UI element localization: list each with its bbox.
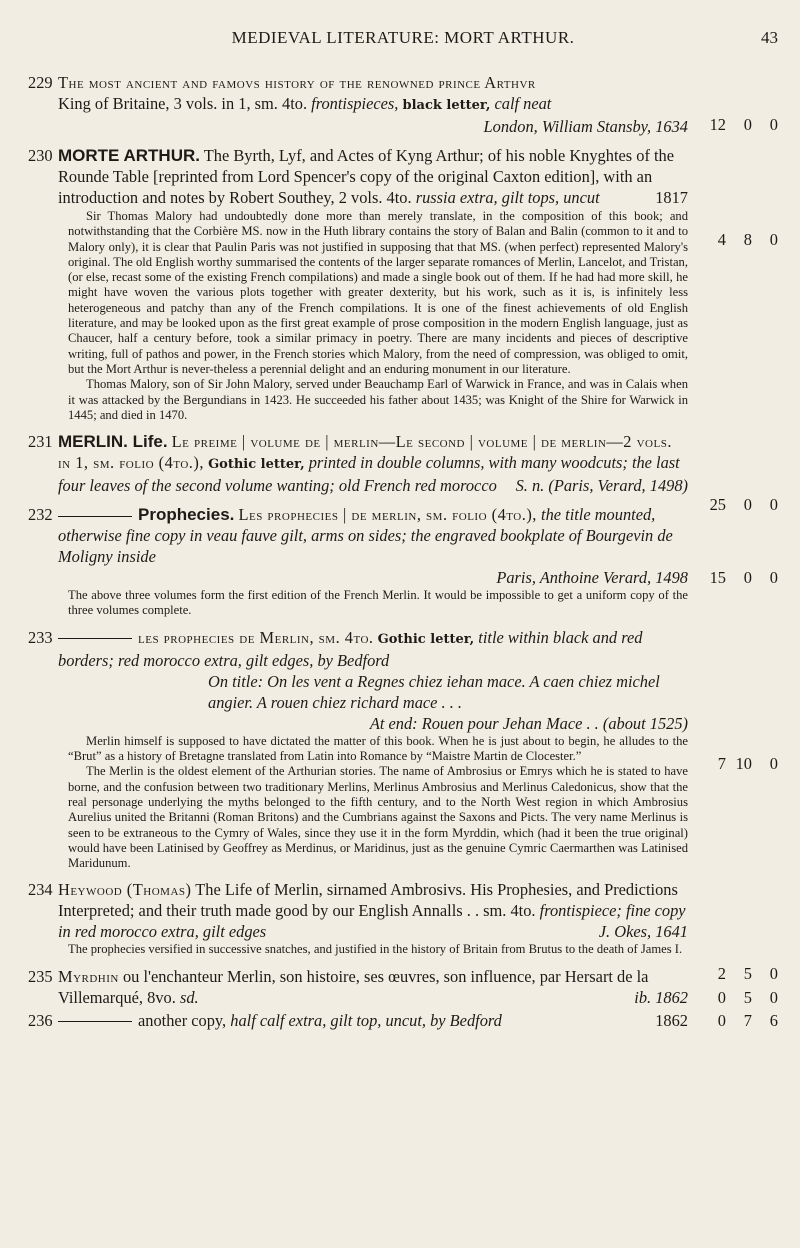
entry-number: 231: [28, 432, 53, 452]
entry-note: The prophecies versified in successive snatches, and justified in the history of Britain from Brutus to the death of James I.: [68, 942, 683, 957]
entry-text: Heywood (Thomas) The Life of Merlin, sirnamed Ambrosivs. His Prophesies, and Predictions Interpreted; and their truth made good by our English Annalls . . sm. 4to. frontispiece; fine copy in red morocco extra, gilt edges J. Okes, 1641: [58, 880, 688, 942]
entry-number: 229: [28, 73, 53, 92]
entry-text: Myrdhin ou l'enchanteur Merlin, son histoire, ses œuvres, son influence, par Hersart de la Villemarqué, 8vo. sd. ib. 1862: [58, 966, 688, 1007]
catalogue-body: [28, 72, 780, 1039]
catalogue-entry-230: [28, 145, 780, 423]
entry-note: The above three volumes form the first edition of the French Merlin. It would be impossible to get a uniform copy of the three volumes complete.: [68, 588, 688, 618]
entry-text: les prophecies de Merlin, sm. 4to. Gothic letter, title within black and red borders; red morocco extra, gilt edges, by Bedford On title: On les vent a Regnes chiez iehan mace. A caen chiez michel angier. A rouen chiez richard mace . . . At end: Rouen pour Jehan Mace . . (about 1525): [58, 627, 688, 733]
entry-price: 7 10 0: [717, 753, 778, 773]
page-header: [28, 28, 778, 50]
entry-text: MORTE ARTHUR. The Byrth, Lyf, and Actes of Kyng Arthur; of his noble Knyghtes of the Rounde Table [reprinted from Lord Spencer's copy of the original Caxton edition], with an introduction and notes by Robert Southey, 2 vols. 4to. russia extra, gilt tops, uncut 1817: [58, 146, 688, 207]
catalogue-entry-236: [28, 1010, 780, 1031]
entry-number: 230: [28, 146, 53, 165]
entry-number: 235: [28, 966, 53, 986]
entry-number: 236: [28, 1010, 53, 1030]
entry-text: another copy, half calf extra, gilt top, uncut, by Bedford 1862: [58, 1010, 780, 1031]
catalogue-entry-229: [28, 72, 780, 137]
entry-price: 25 0 0: [709, 495, 778, 515]
entry-number: 232: [28, 505, 53, 525]
entry-number: 234: [28, 880, 53, 900]
entry-note: Thomas Malory, son of Sir John Malory, served under Beauchamp Earl of Warwick in France, and was in Calais when it was attacked by the Bergundians in 1423. He succeeded his father about 1435; was Knight of the Shire for Warwick in 1445; and died in 1470.: [68, 377, 688, 422]
entry-note: Merlin himself is supposed to have dictated the matter of this book. When he is just about to begin, he alludes to the “Brut” as a history of Bretagne translated from Latin into Romance by “Maistre Martin de Clocester.”: [68, 733, 688, 764]
running-title: MEDIEVAL LITERATURE: MORT ARTHUR.: [231, 28, 575, 47]
entry-text: The most ancient and famovs history of the renowned prince Arthvr King of Britaine, 3 vols. in 1, sm. 4to. frontispieces, black letter, calf neat London, William Stansby, 1634: [58, 73, 688, 136]
entry-note: Sir Thomas Malory had undoubtedly done more than merely translate, in the composition of this book; and notwithstanding that the Corbière MS. now in the Huth library contains the story of Balan and Balin (common to it and to Malory only), it is clear that Paulin Paris was not justified in supposing that that MS. (when perfect) represented Malory's original. The old English worthy summarised the contents of the larger separate romances of Merlin, Lancelot, and Tristan, (or else, recast some of the existing French compilations) and made a single book out of them. If he had had more skill, he might have woven the various plots together with greater dexterity, but his work, such as it is, is infinitely less heterogeneous and patchy than any of the French compilations. It is one of the finest achievements of old English literature, and may be looked upon as the first great example of prose composition in the modern English language, just as Chaucer, half a century before, took a similar primacy in poetry. There are many incidents and pieces of descriptive writing, full of pathos and power, in the French stories which Malory, from the need of compression, was obliged to omit, but the Mort Arthur is never-theless a perennial delight and an enduring monument in our literature.: [68, 209, 688, 376]
page-number: 43: [761, 28, 778, 47]
catalogue-entry-235: [28, 966, 780, 1008]
entry-note: The Merlin is the oldest element of the Arthurian stories. The name of Ambrosius or Emrys which he is stated to have borne, and the confusion between two traditionary Merlins, Merlinus Ambrosius and Merlinus Caledonicus, show that the real personage underlying the myths belonged to the fifth century, and to the North West region in which Ambrosius Aurelius united the Britanni (Roman Britons) and the Cumbrians against the Saxons and Picts. The very name Merlinus is seen to be extraneous to the Cymry of Wales, since they use it in the form Myrddin, which (had it been the true original) would have been Latinised by Geoffrey as Merdinus, or Maridinus, just as the genuine Cymric Caermarthen was Latinised Maridunum.: [68, 764, 688, 871]
entry-price: 4 8 0: [717, 230, 778, 249]
entry-number: 233: [28, 627, 53, 647]
entry-text: MERLIN. Life. Le preime | volume de | merlin—Le second | volume | de merlin—2 vols. in 1, sm. folio (4to.), Gothic letter, printed in double columns, with many woodcuts; the last four leaves of the second volume wanting; old French red morocco S. n. (Paris, Verard, 1498): [58, 432, 688, 496]
entry-price: 0 5 0: [717, 987, 778, 1007]
entry-price: 12 0 0: [709, 115, 778, 134]
entry-price: 15 0 0: [709, 568, 778, 588]
entry-price: 2 5 0: [717, 964, 778, 984]
entry-price: 0 7 6: [717, 1010, 778, 1030]
catalogue-entry-233: [28, 627, 780, 872]
catalogue-entry-232: [28, 504, 780, 619]
entry-text: Prophecies. Les prophecies | de merlin, sm. folio (4to.), the title mounted, otherwise fine copy in veau fauve gilt, arms on sides; the engraved bookplate of Bourgevin de Moligny inside Paris, Anthoine Verard, 1498: [58, 505, 688, 588]
